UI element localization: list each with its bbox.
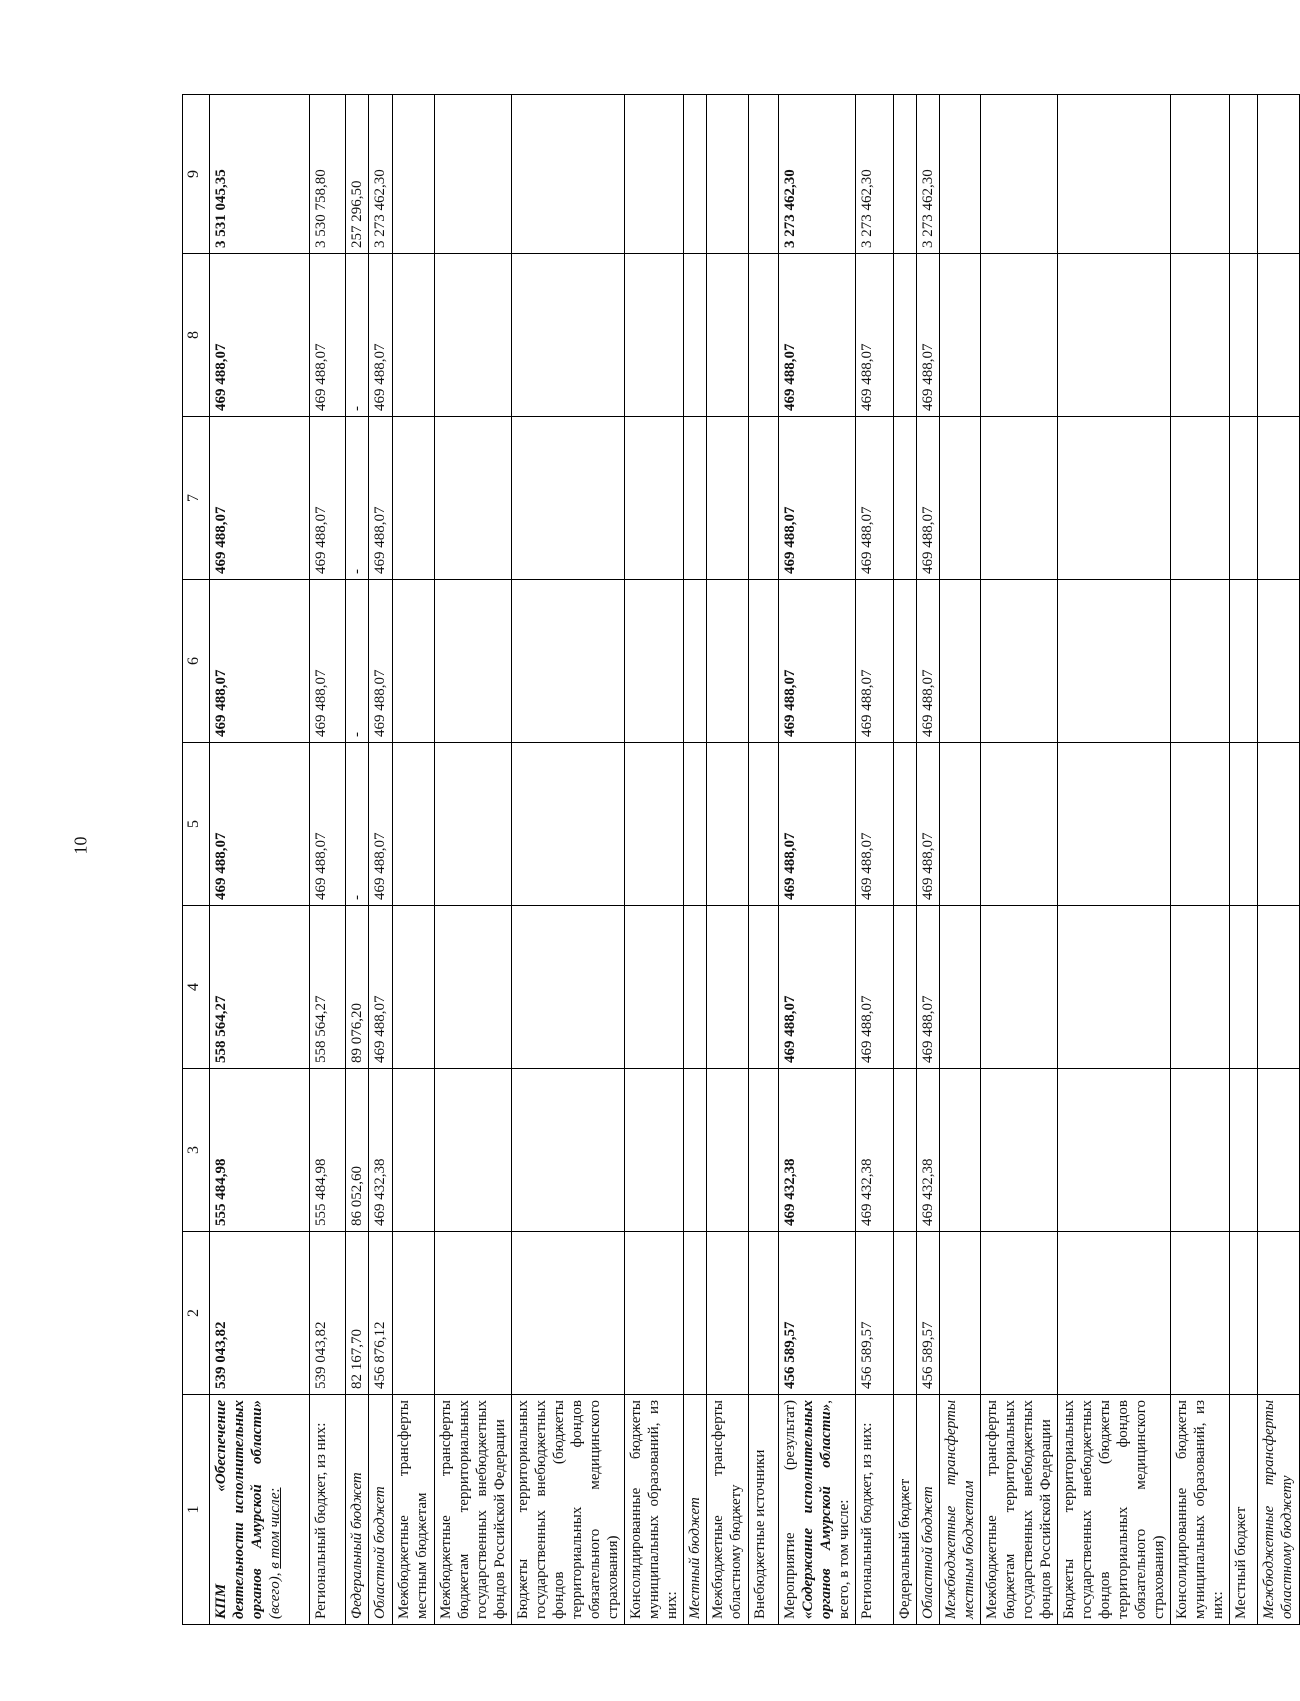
value-cell-col-8: 469 488,07	[210, 254, 310, 417]
value-cell-col-4	[1258, 906, 1300, 1069]
value-cell-col-7: -	[346, 417, 369, 580]
value-cell-col-9: 257 296,50	[346, 95, 369, 254]
value-cell-col-4	[625, 906, 684, 1069]
value-cell-col-6	[1171, 580, 1230, 743]
value-cell-col-5: 469 488,07	[856, 743, 894, 906]
value-cell-col-4	[512, 906, 625, 1069]
value-cell-col-3	[435, 1069, 512, 1232]
value-cell-col-3: 555 484,98	[210, 1069, 310, 1232]
row-label: Областной бюджет	[369, 1395, 393, 1625]
column-number-2: 2	[183, 1232, 210, 1395]
value-cell-col-7	[749, 417, 779, 580]
value-cell-col-4: 469 488,07	[369, 906, 393, 1069]
value-cell-col-7: 469 488,07	[917, 417, 940, 580]
value-cell-col-2: 82 167,70	[346, 1232, 369, 1395]
value-cell-col-4	[1171, 906, 1230, 1069]
value-cell-col-9: 3 273 462,30	[369, 95, 393, 254]
value-cell-col-2	[1058, 1232, 1171, 1395]
row-label: Межбюджетные трансферты областному бюджету	[707, 1395, 749, 1625]
value-cell-col-5	[749, 743, 779, 906]
row-label: Межбюджетные трансферты местным бюджетам	[393, 1395, 435, 1625]
value-cell-col-9: 3 530 758,80	[310, 95, 346, 254]
value-cell-col-3	[894, 1069, 917, 1232]
value-cell-col-7: 469 488,07	[856, 417, 894, 580]
value-cell-col-2	[1258, 1232, 1300, 1395]
row-label: Межбюджетные трансферты областному бюджету	[1258, 1395, 1300, 1625]
value-cell-col-4	[1058, 906, 1171, 1069]
value-cell-col-5	[894, 743, 917, 906]
value-cell-col-7	[1258, 417, 1300, 580]
value-cell-col-2	[749, 1232, 779, 1395]
column-number-5: 5	[183, 743, 210, 906]
table-row	[210, 95, 310, 1625]
value-cell-col-4	[1230, 906, 1258, 1069]
table-row	[1058, 95, 1171, 1625]
value-cell-col-9: 3 273 462,30	[856, 95, 894, 254]
value-cell-col-6	[1230, 580, 1258, 743]
value-cell-col-8: 469 488,07	[779, 254, 856, 417]
value-cell-col-3	[625, 1069, 684, 1232]
table-row	[856, 95, 894, 1625]
value-cell-col-3	[1258, 1069, 1300, 1232]
value-cell-col-7	[981, 417, 1058, 580]
value-cell-col-5	[625, 743, 684, 906]
table-row	[625, 95, 684, 1625]
value-cell-col-6	[1258, 580, 1300, 743]
value-cell-col-6: 469 488,07	[310, 580, 346, 743]
value-cell-col-8	[435, 254, 512, 417]
value-cell-col-3: 469 432,38	[369, 1069, 393, 1232]
value-cell-col-7: 469 488,07	[779, 417, 856, 580]
table-row	[749, 95, 779, 1625]
value-cell-col-6	[393, 580, 435, 743]
row-label: Областной бюджет	[917, 1395, 940, 1625]
value-cell-col-2	[393, 1232, 435, 1395]
value-cell-col-7	[894, 417, 917, 580]
value-cell-col-3	[1171, 1069, 1230, 1232]
value-cell-col-4	[940, 906, 981, 1069]
value-cell-col-4	[894, 906, 917, 1069]
value-cell-col-3	[981, 1069, 1058, 1232]
value-cell-col-8: -	[346, 254, 369, 417]
value-cell-col-2	[940, 1232, 981, 1395]
column-number-8: 8	[183, 254, 210, 417]
value-cell-col-6	[894, 580, 917, 743]
value-cell-col-9	[1258, 95, 1300, 254]
value-cell-col-2: 456 876,12	[369, 1232, 393, 1395]
value-cell-col-4	[393, 906, 435, 1069]
value-cell-col-6: -	[346, 580, 369, 743]
value-cell-col-4	[684, 906, 707, 1069]
table-row	[684, 95, 707, 1625]
column-number-7: 7	[183, 417, 210, 580]
table-row	[981, 95, 1058, 1625]
value-cell-col-8	[684, 254, 707, 417]
value-cell-col-4: 469 488,07	[779, 906, 856, 1069]
value-cell-col-2: 456 589,57	[917, 1232, 940, 1395]
value-cell-col-6	[1058, 580, 1171, 743]
budget-table	[182, 94, 1300, 1625]
value-cell-col-6: 469 488,07	[856, 580, 894, 743]
value-cell-col-4	[435, 906, 512, 1069]
value-cell-col-9	[749, 95, 779, 254]
value-cell-col-5: 469 488,07	[779, 743, 856, 906]
table-row	[917, 95, 940, 1625]
value-cell-col-2: 539 043,82	[210, 1232, 310, 1395]
value-cell-col-6: 469 488,07	[369, 580, 393, 743]
value-cell-col-3: 469 432,38	[917, 1069, 940, 1232]
value-cell-col-8	[981, 254, 1058, 417]
value-cell-col-4	[707, 906, 749, 1069]
row-label: Местный бюджет	[1230, 1395, 1258, 1625]
value-cell-col-6: 469 488,07	[779, 580, 856, 743]
value-cell-col-2	[1230, 1232, 1258, 1395]
value-cell-col-8	[625, 254, 684, 417]
value-cell-col-4: 469 488,07	[856, 906, 894, 1069]
value-cell-col-6	[749, 580, 779, 743]
value-cell-col-9	[707, 95, 749, 254]
row-label: Местный бюджет	[684, 1395, 707, 1625]
value-cell-col-7: 469 488,07	[310, 417, 346, 580]
value-cell-col-7	[684, 417, 707, 580]
value-cell-col-8	[940, 254, 981, 417]
value-cell-col-5	[393, 743, 435, 906]
value-cell-col-8: 469 488,07	[917, 254, 940, 417]
value-cell-col-3	[393, 1069, 435, 1232]
value-cell-col-5	[1171, 743, 1230, 906]
table-row	[310, 95, 346, 1625]
value-cell-col-3	[684, 1069, 707, 1232]
row-label: Внебюджетные источники	[749, 1395, 779, 1625]
value-cell-col-6	[981, 580, 1058, 743]
value-cell-col-5	[1058, 743, 1171, 906]
value-cell-col-7	[435, 417, 512, 580]
value-cell-col-8	[749, 254, 779, 417]
value-cell-col-5: 469 488,07	[369, 743, 393, 906]
value-cell-col-6	[684, 580, 707, 743]
value-cell-col-8	[1171, 254, 1230, 417]
column-number-1: 1	[183, 1395, 210, 1625]
page-number: 10	[70, 836, 91, 855]
value-cell-col-2	[1171, 1232, 1230, 1395]
value-cell-col-2	[684, 1232, 707, 1395]
table-row	[894, 95, 917, 1625]
column-number-3: 3	[183, 1069, 210, 1232]
value-cell-col-8: 469 488,07	[369, 254, 393, 417]
value-cell-col-6	[625, 580, 684, 743]
value-cell-col-9	[393, 95, 435, 254]
value-cell-col-8: 469 488,07	[856, 254, 894, 417]
value-cell-col-3	[940, 1069, 981, 1232]
value-cell-col-2	[894, 1232, 917, 1395]
value-cell-col-9	[894, 95, 917, 254]
column-number-6: 6	[183, 580, 210, 743]
value-cell-col-5: 469 488,07	[210, 743, 310, 906]
value-cell-col-6: 469 488,07	[917, 580, 940, 743]
value-cell-col-5	[1258, 743, 1300, 906]
value-cell-col-7: 469 488,07	[369, 417, 393, 580]
value-cell-col-2	[707, 1232, 749, 1395]
table-row	[1171, 95, 1230, 1625]
row-label: Бюджеты территориальных государственных внебюджетных фондов (бюджеты территориальных фондов обязательного медицинского страхования)	[1058, 1395, 1171, 1625]
value-cell-col-7	[625, 417, 684, 580]
row-label: Межбюджетные трансферты местным бюджетам	[940, 1395, 981, 1625]
value-cell-col-4	[981, 906, 1058, 1069]
column-number-9: 9	[183, 95, 210, 254]
row-label: Региональный бюджет, из них:	[856, 1395, 894, 1625]
value-cell-col-6	[512, 580, 625, 743]
value-cell-col-2	[512, 1232, 625, 1395]
row-label: Федеральный бюджет	[894, 1395, 917, 1625]
value-cell-col-8	[707, 254, 749, 417]
value-cell-col-2	[435, 1232, 512, 1395]
value-cell-col-8	[1058, 254, 1171, 417]
value-cell-col-9	[625, 95, 684, 254]
value-cell-col-2: 539 043,82	[310, 1232, 346, 1395]
row-label: Бюджеты территориальных государственных внебюджетных фондов (бюджеты территориальных фондов обязательного медицинского страхования)	[512, 1395, 625, 1625]
value-cell-col-9	[1230, 95, 1258, 254]
value-cell-col-3	[707, 1069, 749, 1232]
value-cell-col-7	[393, 417, 435, 580]
table-row	[393, 95, 435, 1625]
value-cell-col-8: 469 488,07	[310, 254, 346, 417]
value-cell-col-6	[940, 580, 981, 743]
row-label: Межбюджетные трансферты бюджетам территориальных государственных внебюджетных фондов Российской Федерации	[981, 1395, 1058, 1625]
value-cell-col-8	[1230, 254, 1258, 417]
value-cell-col-3	[1230, 1069, 1258, 1232]
table-row	[369, 95, 393, 1625]
value-cell-col-3	[512, 1069, 625, 1232]
table-row	[1258, 95, 1300, 1625]
value-cell-col-5	[435, 743, 512, 906]
value-cell-col-5	[684, 743, 707, 906]
value-cell-col-2	[981, 1232, 1058, 1395]
table-row	[435, 95, 512, 1625]
row-label: Консолидированные бюджеты муниципальных образований, из них:	[625, 1395, 684, 1625]
value-cell-col-9: 3 273 462,30	[779, 95, 856, 254]
value-cell-col-8	[894, 254, 917, 417]
value-cell-col-6	[707, 580, 749, 743]
value-cell-col-3: 469 432,38	[779, 1069, 856, 1232]
row-label: Межбюджетные трансферты бюджетам территориальных государственных внебюджетных фондов Российской Федерации	[435, 1395, 512, 1625]
value-cell-col-9	[512, 95, 625, 254]
value-cell-col-4: 558 564,27	[210, 906, 310, 1069]
value-cell-col-9	[1058, 95, 1171, 254]
value-cell-col-8	[1258, 254, 1300, 417]
value-cell-col-2	[625, 1232, 684, 1395]
value-cell-col-7	[1058, 417, 1171, 580]
table-row	[346, 95, 369, 1625]
value-cell-col-9: 3 273 462,30	[917, 95, 940, 254]
value-cell-col-7: 469 488,07	[210, 417, 310, 580]
value-cell-col-9	[684, 95, 707, 254]
value-cell-col-7	[512, 417, 625, 580]
value-cell-col-5: 469 488,07	[917, 743, 940, 906]
value-cell-col-9	[981, 95, 1058, 254]
value-cell-col-9: 3 531 045,35	[210, 95, 310, 254]
value-cell-col-6: 469 488,07	[210, 580, 310, 743]
value-cell-col-3	[1058, 1069, 1171, 1232]
value-cell-col-6	[435, 580, 512, 743]
value-cell-col-4: 469 488,07	[917, 906, 940, 1069]
row-label: Консолидированные бюджеты муниципальных образований, из них:	[1171, 1395, 1230, 1625]
row-label: КПМ «Обеспечение деятельности исполнительных органов Амурской области» (всего), в том числе:	[210, 1395, 310, 1625]
value-cell-col-5: -	[346, 743, 369, 906]
value-cell-col-4: 558 564,27	[310, 906, 346, 1069]
table-row	[707, 95, 749, 1625]
value-cell-col-9	[1171, 95, 1230, 254]
table-row	[512, 95, 625, 1625]
value-cell-col-5	[940, 743, 981, 906]
value-cell-col-7	[940, 417, 981, 580]
value-cell-col-2: 456 589,57	[856, 1232, 894, 1395]
value-cell-col-7	[1230, 417, 1258, 580]
value-cell-col-9	[435, 95, 512, 254]
row-label: Региональный бюджет, из них:	[310, 1395, 346, 1625]
row-label: Мероприятие (результат) «Содержание исполнительных органов Амурской области», всего, в том числе:	[779, 1395, 856, 1625]
value-cell-col-3: 86 052,60	[346, 1069, 369, 1232]
value-cell-col-5	[512, 743, 625, 906]
column-number-4: 4	[183, 906, 210, 1069]
rotated-table-wrapper	[182, 95, 1295, 1625]
value-cell-col-8	[393, 254, 435, 417]
value-cell-col-7	[707, 417, 749, 580]
value-cell-col-5: 469 488,07	[310, 743, 346, 906]
value-cell-col-5	[981, 743, 1058, 906]
value-cell-col-3	[749, 1069, 779, 1232]
row-label: Федеральный бюджет	[346, 1395, 369, 1625]
value-cell-col-3: 555 484,98	[310, 1069, 346, 1232]
header-row	[183, 95, 210, 1625]
table-row	[779, 95, 856, 1625]
value-cell-col-8	[512, 254, 625, 417]
value-cell-col-5	[1230, 743, 1258, 906]
value-cell-col-5	[707, 743, 749, 906]
value-cell-col-4: 89 076,20	[346, 906, 369, 1069]
table-row	[1230, 95, 1258, 1625]
value-cell-col-2: 456 589,57	[779, 1232, 856, 1395]
value-cell-col-4	[749, 906, 779, 1069]
value-cell-col-7	[1171, 417, 1230, 580]
table-row	[940, 95, 981, 1625]
value-cell-col-9	[940, 95, 981, 254]
value-cell-col-3: 469 432,38	[856, 1069, 894, 1232]
